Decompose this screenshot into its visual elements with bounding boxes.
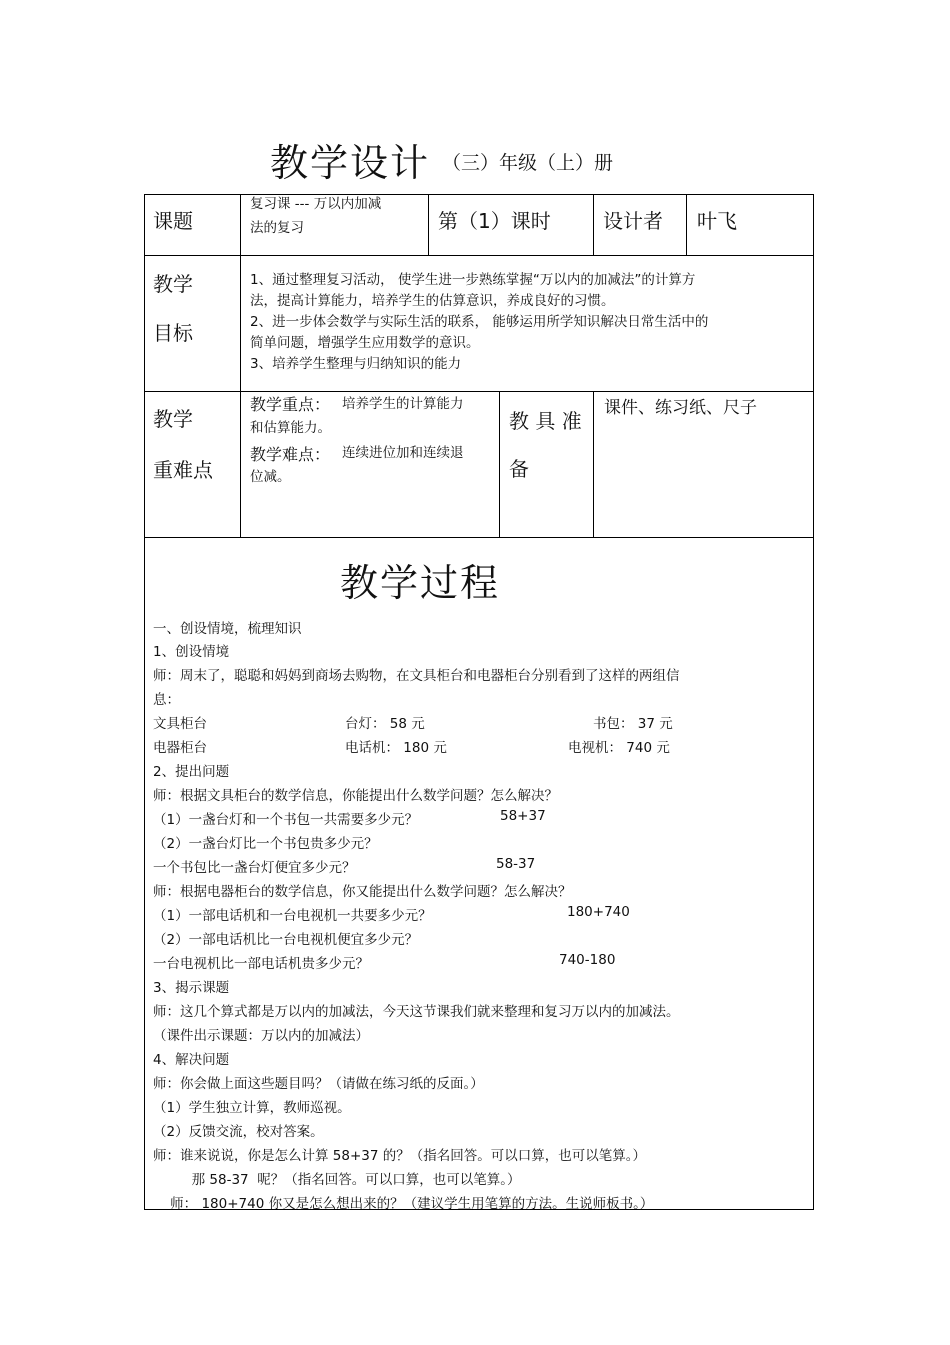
- key-point-text: 培养学生的计算能力: [342, 396, 464, 412]
- objective-line: 法，提高计算能力，培养学生的估算意识，养成良好的习惯。: [250, 293, 615, 309]
- keypoints-label-2: 重难点: [153, 458, 213, 482]
- objective-line: 3、培养学生整理与归纳知识的能力: [250, 356, 462, 372]
- process-line: 3、揭示课题: [153, 980, 230, 996]
- formula: 58+37: [500, 808, 546, 824]
- process-line: （2）一盏台灯比一个书包贵多少元？: [153, 836, 378, 852]
- topic-line-1: 复习课 --- 万以内加减: [250, 196, 382, 212]
- topic-line-2: 法的复习: [250, 220, 304, 236]
- process-line: 一台电视机比一部电话机贵多少元？: [153, 956, 369, 972]
- topic-label: 课题: [153, 209, 193, 233]
- document-title: 教学设计: [270, 141, 431, 185]
- process-line: 4、解决问题: [153, 1052, 230, 1068]
- process-line: （课件出示课题：万以内的加减法）: [153, 1028, 369, 1044]
- price-television: 电视机： 740 元: [568, 740, 670, 756]
- process-line: （1）一盏台灯和一个书包一共需要多少元？: [153, 812, 419, 828]
- objectives-label-2: 目标: [153, 321, 193, 345]
- tools-value: 课件、练习纸、尺子: [604, 398, 757, 418]
- objective-line: 2、进一步体会数学与实际生活的联系， 能够运用所学知识解决日常生活中的: [250, 314, 709, 330]
- process-line: （1）一部电话机和一台电视机一共要多少元？: [153, 908, 432, 924]
- price-telephone: 电话机： 180 元: [345, 740, 447, 756]
- objective-line: 1、通过整理复习活动， 使学生进一步熟练掌握“万以内的加减法”的计算方: [250, 272, 696, 288]
- key-point-label: 教学重点：: [250, 395, 331, 414]
- formula: 740-180: [559, 952, 616, 968]
- key-point-text-cont: 和估算能力。: [250, 420, 331, 436]
- designer-name: 叶飞: [697, 209, 737, 233]
- process-line: 息：: [153, 692, 180, 708]
- process-line: 师：谁来说说，你是怎么计算 58+37 的？（指名回答。可以口算，也可以笔算。）: [153, 1148, 646, 1164]
- process-line: 师：这几个算式都是万以内的加减法，今天这节课我们就来整理和复习万以内的加减法。: [153, 1004, 680, 1020]
- process-line: 2、提出问题: [153, 764, 230, 780]
- process-line: 那 58-37 呢？（指名回答。可以口算，也可以笔算。）: [153, 1172, 521, 1188]
- tools-label-1: 教 具 准: [509, 409, 582, 433]
- process-line: （2）反馈交流，校对答案。: [153, 1124, 324, 1140]
- process-line: 师：根据电器柜台的数学信息，你又能提出什么数学问题？怎么解决？: [153, 884, 572, 900]
- price-schoolbag: 书包： 37 元: [593, 716, 673, 732]
- counter-stationery: 文具柜台: [153, 716, 207, 732]
- difficulty-text: 连续进位加和连续退: [342, 445, 464, 461]
- process-title: 教学过程: [340, 561, 501, 605]
- keypoints-label-1: 教学: [153, 407, 193, 431]
- process-line: 师： 180+740 你又是怎么想出来的？（建议学生用笔算的方法。生说师板书。）: [153, 1196, 654, 1212]
- process-line: （2）一部电话机比一台电视机便宜多少元？: [153, 932, 419, 948]
- price-lamp: 台灯： 58 元: [345, 716, 425, 732]
- process-line: 师：你会做上面这些题目吗？（请做在练习纸的反面。）: [153, 1076, 484, 1092]
- process-line: （1）学生独立计算，教师巡视。: [153, 1100, 351, 1116]
- process-line: 一、创设情境，梳理知识: [153, 621, 302, 637]
- process-line: 1、创设情境: [153, 644, 230, 660]
- difficulty-label: 教学难点：: [250, 445, 331, 464]
- period-value: 第（1）课时: [438, 209, 551, 233]
- process-line: 一个书包比一盏台灯便宜多少元？: [153, 860, 356, 876]
- formula: 180+740: [567, 904, 630, 920]
- formula: 58-37: [496, 856, 536, 872]
- counter-electric: 电器柜台: [153, 740, 207, 756]
- objective-line: 简单问题，增强学生应用数学的意识。: [250, 335, 480, 351]
- process-line: 师：周末了，聪聪和妈妈到商场去购物，在文具柜台和电器柜台分别看到了这样的两组信: [153, 668, 680, 684]
- tools-label-2: 备: [509, 457, 529, 481]
- objectives-label-1: 教学: [153, 272, 193, 296]
- difficulty-text-cont: 位减。: [250, 469, 291, 485]
- designer-label: 设计者: [603, 209, 663, 233]
- process-line: 师：根据文具柜台的数学信息，你能提出什么数学问题？怎么解决？: [153, 788, 558, 804]
- grade-subtitle: （三）年级（上）册: [442, 152, 614, 174]
